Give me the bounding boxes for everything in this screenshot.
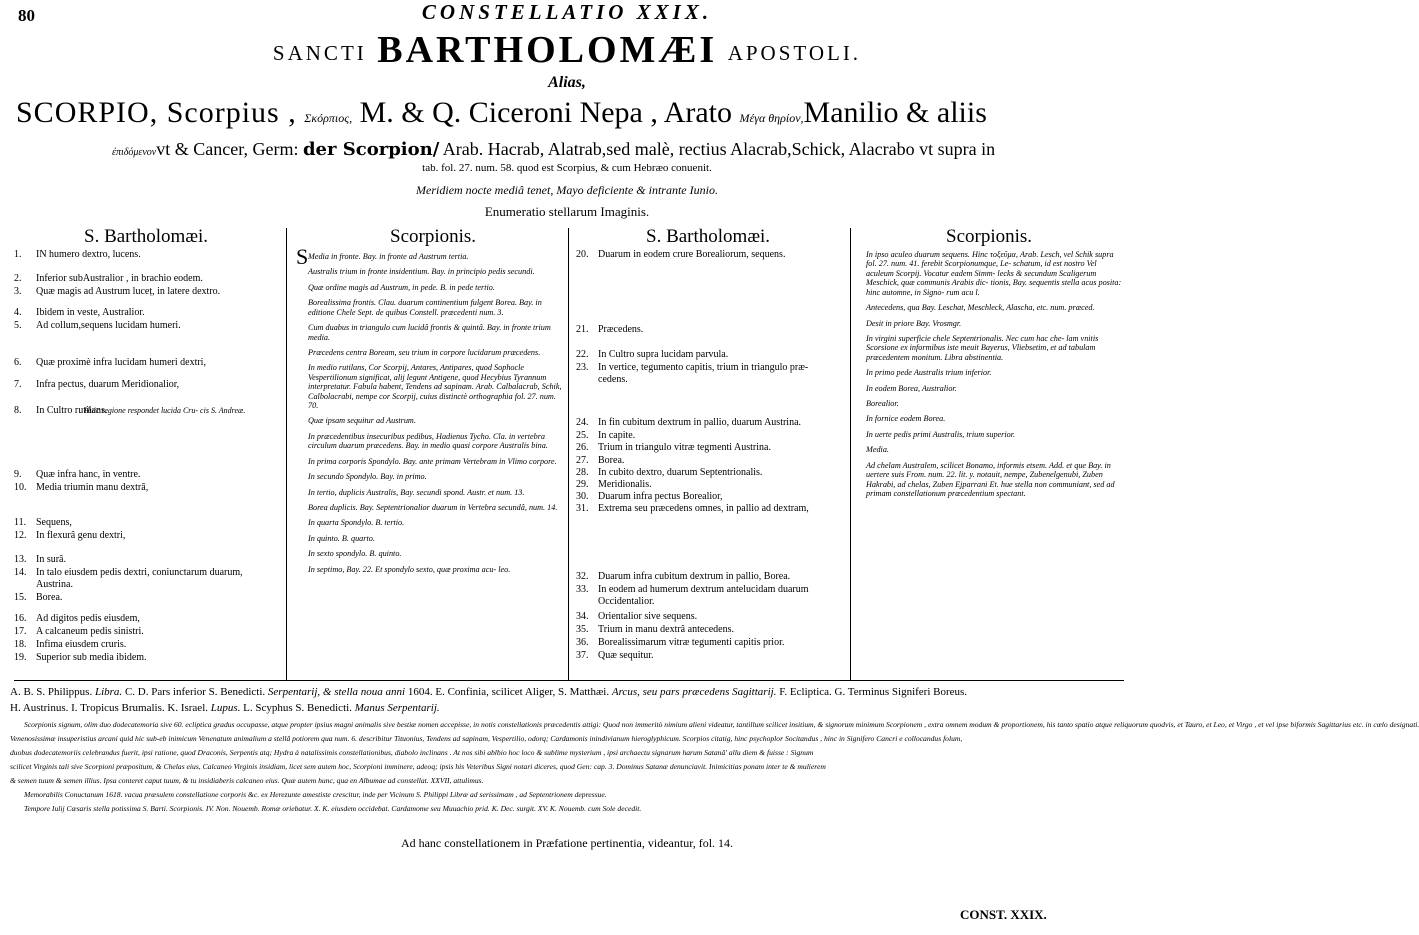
star-number: 9.: [14, 469, 22, 480]
star-number: 2.: [14, 273, 22, 284]
greek-name-2: Μέγα θηρίον,: [739, 111, 804, 125]
star-entry: [576, 363, 808, 373]
column-heading-3: S. Bartholomæi.: [646, 226, 771, 247]
star-annotation: In secundo Spondylo. Bay. in primo.: [308, 472, 427, 482]
star-annotation: In tertio, duplicis Australis, Bay. secundi spond. Austr. et num. 13.: [308, 487, 525, 497]
legend-l: L. Scyphus S. Benedicti.: [243, 702, 352, 714]
greek-word: ἐπιδόμενον: [112, 147, 157, 158]
star-description: Superior sub media ibidem.: [36, 652, 147, 663]
star-number: 16.: [14, 613, 27, 624]
title-main: BARTHOLOMÆI: [377, 29, 718, 71]
star-entry: [14, 470, 140, 480]
star-description: Duarum infra pectus Borealior,: [598, 491, 723, 502]
star-description: Quæ magis ad Austrum luceț, in latere dextro.: [36, 286, 221, 297]
star-entry: [576, 625, 734, 635]
star-annotation: Quæ ordine magis ad Austrum, in pede. B. in pede tertio.: [308, 282, 495, 292]
greek-name-1: Σκόρπιος,: [304, 111, 353, 125]
star-description: Meridionalis.: [598, 479, 652, 490]
star-annotation: In virgini superficie chele Septentrionalis. Nec cum hac che- lam vnitis Scorsione ex informibus iste meuit Bayerus, Vliebsetim, et ad tabulam præcedentem monitum. Libra abstinentia.: [866, 333, 1099, 362]
star-entry: [14, 274, 203, 284]
star-entry: [14, 568, 243, 578]
alias-label: Alias,: [548, 74, 586, 91]
star-entry: [14, 483, 148, 493]
star-number: 37.: [576, 650, 589, 661]
names-a: SCORPIO, Scorpius ,: [16, 96, 297, 129]
star-entry: [576, 504, 809, 514]
star-number: 33.: [576, 584, 589, 595]
star-annotation: Borea duplicis. Bay. Septentrionalior duarum in Vertebra secundâ, num. 14.: [308, 503, 558, 513]
star-number: 11.: [14, 517, 27, 528]
star-description: Duarum infra cubitum dextrum in pallio, Borea.: [598, 571, 791, 582]
star-number: 34.: [576, 611, 589, 622]
star-description: Occidentalior.: [598, 596, 655, 607]
star-number: 15.: [14, 592, 27, 603]
star-description: Quæ sequitur.: [598, 650, 654, 661]
legend-cd: C. D. Pars inferior S. Benedicti.: [124, 686, 266, 698]
star-description: Sequens,: [36, 517, 72, 528]
page-number: 80: [18, 6, 35, 25]
star-annotation: In primo pede Australis trium inferior.: [866, 368, 992, 378]
line4-a: vt & Cancer, Germ:: [156, 139, 299, 159]
star-description: Media triumin manu dextrâ,: [36, 482, 149, 493]
column-divider: [850, 228, 851, 680]
star-number: 8.: [14, 405, 22, 416]
star-description: In talo eiusdem pedis dextri, coniunctarum duarum,: [36, 567, 243, 578]
star-entry: [576, 431, 635, 441]
constellation-heading: CONSTELLATIO XXIX.: [421, 0, 713, 24]
column-heading-2: Scorpionis.: [390, 226, 477, 247]
star-annotation: Borealissima frontis. Clau. duarum continentium fulgent Borea. Bay. in editione Chele Sept. de quibus Constell. præcedenti num. 3.: [308, 298, 542, 317]
star-number: 23.: [576, 362, 589, 373]
star-number: 7.: [14, 379, 22, 390]
star-number: 5.: [14, 320, 22, 331]
star-annotation: Media in fronte. Bay. in fronte ad Austrum tertia.: [308, 252, 469, 261]
star-number: 32.: [576, 571, 589, 582]
star-number: 14.: [14, 567, 27, 578]
star-description: In Cultro rutilans.: [36, 405, 108, 416]
star-entry: [14, 580, 73, 590]
star-number: 21.: [576, 324, 589, 335]
meridian-line: Meridiem nocte mediâ tenet, Mayo deficiente & intrante Iunio.: [416, 183, 718, 197]
star-annotation: Præcedens centra Boream, seu trium in corpore lucidarum præcedens.: [308, 347, 541, 357]
footer-legend-2: [10, 702, 440, 714]
footer-rule: [14, 680, 1124, 681]
star-number: 25.: [576, 430, 589, 441]
star-annotation: Media.: [866, 445, 889, 455]
star-entry: [576, 375, 628, 385]
star-description: Borea.: [598, 455, 625, 466]
star-description: In cubito dextro, duarum Septentrionalis.: [598, 467, 763, 478]
star-description: Infima eiusdem cruris.: [36, 639, 127, 650]
star-entry: [576, 612, 697, 622]
star-annotation: Borealior.: [866, 399, 899, 409]
star-number: 13.: [14, 554, 27, 565]
star-annotation: In quarta Spondylo. B. tertio.: [308, 518, 405, 528]
star-description: Infra pectus, duarum Meridionalior,: [36, 379, 180, 390]
star-number: 30.: [576, 491, 589, 502]
column-divider: [286, 228, 287, 680]
star-description: In surâ.: [36, 554, 66, 565]
star-annotation: In prima corporis Spondylo. Bay. ante primam Vertebram in Vlimo corpore.: [308, 456, 557, 466]
star-description: Præcedens.: [598, 324, 644, 335]
star-description: Ad digitos pedis eiusdem,: [36, 613, 140, 624]
star-entry: [14, 287, 220, 297]
star-entry: [576, 250, 785, 260]
star-description: A calcaneum pedis sinistri.: [36, 626, 144, 637]
description-right: [866, 250, 1126, 504]
star-entry: [14, 531, 125, 541]
star-annotation: Cum duabus in triangulo cum lucidâ frontis & quintâ. Bay. in fronte trium media.: [308, 323, 551, 342]
star-number: 22.: [576, 349, 589, 360]
title-post: APOSTOLI.: [727, 40, 862, 65]
star-annotation: In fornice eodem Borea.: [866, 414, 946, 424]
title-pre: SANCTI: [272, 40, 367, 65]
star-entry: [576, 325, 643, 335]
star-description: Ibidem in veste, Australior.: [36, 307, 145, 318]
star-annotation: In ipso aculeo duarum sequens. Hinc τοξεῦμα, Arab. Lesch, vel Schik supra fol. 27. num. 41. ferebit Scorpionumque, Le- schatum, id est nostro Vel aculeum Scorpij. Vocatur eadem Simm- lecks & secundum Scaligerum Meschick, quæ communis Arabis dic- tionis, Bay. sequentis stella acus posita: hinc automne, in Signo- rum acu l.: [866, 250, 1122, 297]
page-title: [0, 28, 1134, 72]
star-entry: [576, 456, 624, 466]
star-description: Duarum in eodem crure Borealiorum, sequens.: [598, 249, 786, 260]
star-description: Ad collum,sequens lucidam humeri.: [36, 320, 181, 331]
star-entry: [576, 638, 784, 648]
star-description: In flexurâ genu dextri,: [36, 530, 126, 541]
star-description: IN humero dextro, lucens.: [36, 249, 141, 260]
star-annotation: In quinto. B. quarto.: [308, 533, 375, 543]
column-heading-1: S. Bartholomæi.: [84, 226, 209, 247]
star-description: Quæ infra hanc, in ventre.: [36, 469, 141, 480]
star-number: 27.: [576, 455, 589, 466]
star-entry: [14, 640, 126, 650]
names-line: [16, 96, 987, 130]
legend-libra: Libra.: [94, 686, 123, 698]
star-entry: [576, 572, 790, 582]
star-annotation: Antecedens, qua Bay. Leschat, Meschleck, Alascha, etc. num. præced.: [866, 303, 1095, 313]
star-number: 1.: [14, 249, 22, 260]
footer-paragraph: & semen tuum & semen illius. Ipsa conteret caput tuum, & tu insidiaberis calcaneo eius. Quæ autem hunc, qua en Albumae ad constellat. XXVII, attulimus.: [10, 776, 484, 785]
star-number: 6.: [14, 357, 22, 368]
star-number: 28.: [576, 467, 589, 478]
column-heading-4: Scorpionis.: [946, 226, 1033, 247]
item-8-note: Huic regione respondet lucida Cru- cis S. Andreæ.: [84, 406, 246, 415]
preface-reference: Ad hanc constellationem in Præfatione pertinentia, videantur, fol. 14.: [400, 836, 734, 850]
star-number: 31.: [576, 503, 589, 514]
star-description: Extrema seu præcedens omnes, in pallio ad dextram,: [598, 503, 809, 514]
footer-legend-1: [10, 686, 967, 698]
star-description: Austrina.: [36, 579, 73, 590]
names-c: Manilio & aliis: [803, 96, 987, 129]
footer-paragraph: Memorabilis Conuctanum 1618. vacua præsulem constellatione corporis &c. ex Herezunte amestiste crescitur, inde per Vicinum S. Philippi Libræ ad serissimam , ad Septentrionem depressue.: [24, 790, 607, 799]
star-annotation: In medio rutilans, Cor Scorpij, Antares, Antipares, quod Sophocle Vespertilionum significat, alij legunt Antigene, quod Hecybius Tyrannum interpretatur. Fabula habent, Tendens ad sapinam. Arab. Calbalacrab, Schik, Calbolacrabi, nempe cor Scorpij, cuius distinctè orthographia fol. 27. num. 70.: [308, 363, 562, 411]
footer-paragraph: Tempore Iulij Cæsaris stella potissima S. Barti. Scorpionis. IV. Non. Nouemb. Romæ oriebatur. X. K. eiusdem occidebat. Cardamome seu Muuachio prid. K. Dec. surgit. XV. K. Nouemb. cum Sole decedit.: [24, 804, 642, 813]
star-entry: [576, 350, 728, 360]
star-number: 10.: [14, 482, 27, 493]
star-entry: [576, 480, 652, 490]
star-annotation: Quæ ipsam sequitur ad Austrum.: [308, 416, 416, 426]
star-description: In capite.: [598, 430, 636, 441]
star-description: Trium in triangulo vitræ tegmenti Austrina.: [598, 442, 771, 453]
star-description: Trium in manu dextrâ antecedens.: [598, 624, 734, 635]
star-entry: [14, 250, 141, 260]
star-description: In Cultro supra lucidam parvula.: [598, 349, 729, 360]
star-number: 26.: [576, 442, 589, 453]
star-number: 17.: [14, 626, 27, 637]
star-description: Inferior subAustralior , in brachio eodem.: [36, 273, 203, 284]
star-number: 29.: [576, 479, 589, 490]
star-description: Borea.: [36, 592, 63, 603]
star-number: 19.: [14, 652, 27, 663]
star-description: Quæ proximè infra lucidam humeri dextri,: [36, 357, 206, 368]
footer-paragraph: Venenosissimæ insuperistius arcani quid hic sub-eb inimicum Venenatum animalium a stellâ potiorem qua num. 6. describitur Tituonius, Tendens ad sapinam, Vespertilio, odorq; Cardamonis inindivianum hieroglyphicum. Scorpios citatig, hinc psychoplor Socitandus , hinc in Signifero Cancri e collocandus folum,: [10, 734, 963, 743]
footer-paragraph: Scorpionis signum, olim duo dodecatemoria sive 60. ecliptica gradus occupasse, atque propter ipsius magni animalis sive bestiæ nomen accepisse, in notis constellationis præcedentis attigi: Quod non immeritò nimium alieni videatur, tantillum scilicet insitium, & signorum minimum Scorpionem , extra omnem modum & proportionem, his tanto spatio atque reliquorum quodvis, et Tauro, et Leo, et Virgo , et vel ipse biformis Sagittarius etc. in cœlo designati.: [24, 720, 1419, 729]
reference-line: tab. fol. 27. num. 58. quod est Scorpius, & cum Hebræo conuenit.: [422, 162, 712, 174]
star-entry: [14, 614, 140, 624]
star-entry: [576, 418, 801, 428]
legend-fg: F. Ecliptica. G. Terminus Signiferi Boreus.: [779, 686, 968, 698]
blackletter-word: der Scorpion/: [302, 139, 440, 160]
star-entry: [14, 308, 145, 318]
star-entry: [576, 651, 654, 661]
star-entry: [14, 653, 147, 663]
star-entry: [14, 321, 181, 331]
star-entry: [576, 492, 723, 502]
star-entry: [576, 597, 654, 607]
star-description: cedens.: [598, 374, 628, 385]
star-entry: [14, 593, 62, 603]
star-annotation: Desit in priore Bay. Vrosmgr.: [866, 318, 962, 328]
legend-serpentarij: Serpentarij, & stella noua anni: [267, 686, 406, 698]
star-description: Orientalior sive sequens.: [598, 611, 698, 622]
description-middle: [308, 252, 562, 580]
footer-paragraph: scilicet Virginis tali sive Scorpioni præpositum, & Chelas eius, Calcaneo Virginis insidiam, licet sem autem hoc, Scorpioni imminere, adeoq; ipsis his Veteribus Signi notari diceres, quod Gen: cap. 3. Dominus Satanæ denunciavit. Inimicitias ponam inter te & mulierem: [10, 762, 826, 771]
star-number: 18.: [14, 639, 27, 650]
star-annotation: In eodem Borea, Australior.: [866, 383, 957, 393]
star-annotation: In sexto spondylo. B. quinto.: [308, 549, 402, 559]
catchword: CONST. XXIX.: [960, 907, 1047, 922]
star-description: In eodem ad humerum dextrum antelucidam duarum: [598, 584, 809, 595]
names-line-2: [112, 139, 995, 160]
star-description: In vertice, tegumento capitis, trium in triangulo præ-: [598, 362, 809, 373]
star-entry: [14, 518, 72, 528]
footer-paragraph: duobus dodecatemoriis celebrandus fuerit, ipsi ratione, quod Draconis, Serpentis atq; Hydra à natalissimis constellationibus, diabolo inclinans . At nos sibi ablbio hoc loco & sublime mysterium , ipsi archaectu signarum harum Satanâ' allu diem & fuisse : Signum: [10, 748, 814, 757]
star-description: Borealissimarum vitræ tegumenti capitis prior.: [598, 637, 785, 648]
star-annotation: In præcedentibus insecuribus pedibus, Hadienus Tycho. Cla. in vertebra circulum duarum præcedens. Bay. in medio quasi corpore Australis bina.: [308, 431, 548, 451]
star-number: 24.: [576, 417, 589, 428]
star-entry: [576, 443, 771, 453]
star-entry: [576, 585, 809, 595]
star-entry: [14, 358, 206, 368]
star-annotation: In septimo, Bay. 22. Et spondylo sexto, quæ proxima acu- leo.: [308, 564, 511, 574]
star-entry: [14, 627, 144, 637]
drop-cap: S: [296, 244, 309, 269]
enumeration-heading: Enumeratio stellarum Imaginis.: [484, 204, 650, 219]
star-entry: [576, 468, 762, 478]
star-number: 4.: [14, 307, 22, 318]
star-entry: [14, 380, 179, 390]
legend-h: H. Austrinus. I. Tropicus Brumalis. K. Israel.: [10, 702, 208, 714]
star-number: 3.: [14, 286, 22, 297]
names-b: M. & Q. Ciceroni Nepa , Arato: [359, 96, 733, 129]
star-number: 20.: [576, 249, 589, 260]
star-annotation: Australis trium in fronte insidentium. Bay. in principio pedis secundi.: [308, 267, 535, 277]
column-divider: [568, 228, 569, 680]
legend-e: 1604. E. Confinia, scilicet Aliger, S. Matthæi.: [407, 686, 610, 698]
line4-b: Arab. Hacrab, Alatrab,sed malè, rectius Alacrab,Schick, Alacrabo vt supra in: [442, 139, 996, 159]
legend-arcus: Arcus, seu pars præcedens Sagittarij.: [611, 686, 777, 698]
star-number: 36.: [576, 637, 589, 648]
column-drop-cap: [296, 244, 308, 270]
star-annotation: In uerte pedis primi Australis, trium superior.: [866, 429, 1016, 439]
star-description: In fin cubitum dextrum in pallio, duarum Austrina.: [598, 417, 802, 428]
legend-a: A. B. S. Philippus.: [10, 686, 93, 698]
star-entry: [14, 555, 66, 565]
star-number: 35.: [576, 624, 589, 635]
star-number: 12.: [14, 530, 27, 541]
legend-manus: Manus Serpentarij.: [354, 702, 440, 714]
star-annotation: Ad chelam Australem, scilicet Bonamo, informis etsem. Add. et que Bay. in uertere suis From. num. 22. lit. y. notauit, nempe, Zubenelgenubi, Zuben Hakrabi, ad chelas, Zuben Ejparrani Et. hue stella non communiant, sed ad primam constellationum præcedentium spectant.: [866, 460, 1115, 499]
legend-lupus: Lupus.: [210, 702, 241, 714]
